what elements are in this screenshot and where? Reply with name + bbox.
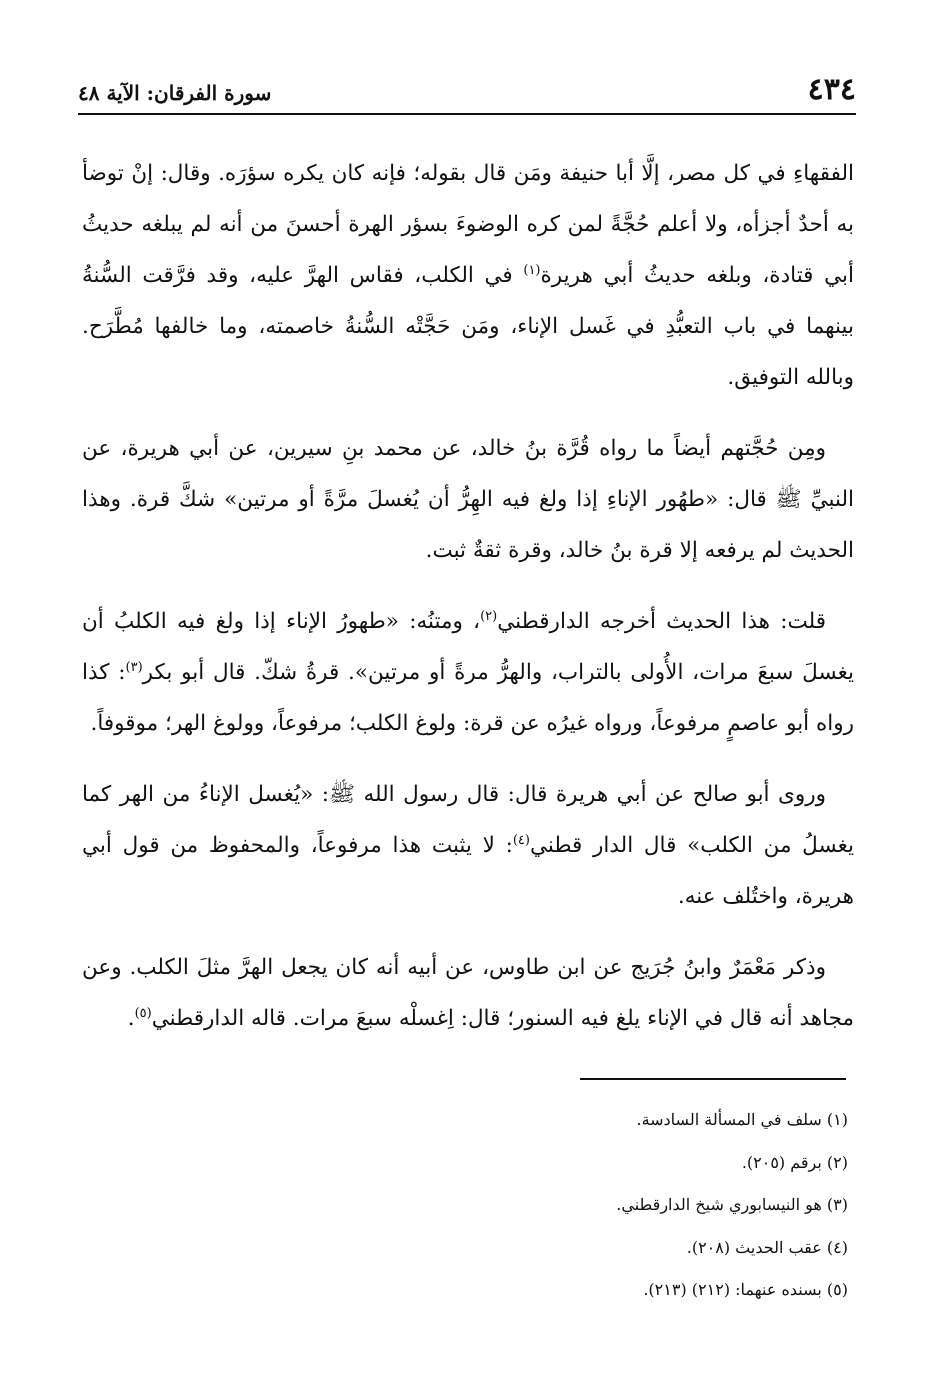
paragraph xyxy=(82,148,854,403)
paragraph xyxy=(82,769,854,922)
paragraph xyxy=(82,942,854,1044)
main-text xyxy=(82,148,854,1064)
text-run: الفقهاءِ في كل مصر، إلَّا أبا حنيفة ومَن قال بقوله؛ فإنه كان يكره سؤرَه. وقال: إنْ توضأ به أحدٌ أجزأه، ولا أعلم حُجَّةً لمن كره الوضوءَ بسؤر الهرة أحسنَ من أنه لم يبلغه حديثُ أبي قتادة، وبلغه حديثُ أبي هريرة xyxy=(82,161,854,288)
page-number: ٤٣٤ xyxy=(807,72,856,107)
text-run: قلت: هذا الحديث أخرجه الدارقطني xyxy=(497,609,826,634)
footnote-separator xyxy=(580,1078,846,1080)
text-run: . xyxy=(127,1006,135,1031)
footnote: (١) سلف في المسألة السادسة. xyxy=(636,1110,848,1129)
footnote-ref: (٤) xyxy=(512,832,530,848)
text-run: : كذا رواه أبو عاصمٍ مرفوعاً، ورواه غيرُه عن قرة: ولوغ الكلب؛ مرفوعاً، وولوغ الهر؛ موقوفاً. xyxy=(82,660,854,736)
text-run: : لا يثبت هذا مرفوعاً، والمحفوظ من قول أبي هريرة، واختُلف عنه. xyxy=(82,833,854,909)
footnote-ref: (٥) xyxy=(134,1005,152,1021)
header-rule xyxy=(78,113,856,115)
running-title: سورة الفرقان: الآية ٤٨ xyxy=(78,81,272,105)
footnote: (٣) هو النيسابوري شيخ الدارقطني. xyxy=(616,1195,848,1214)
footnotes xyxy=(82,1108,848,1321)
page-header xyxy=(78,68,856,108)
footnote-ref: (١) xyxy=(523,262,541,278)
footnote: (٤) عقب الحديث (٢٠٨). xyxy=(686,1237,848,1257)
paragraph xyxy=(82,423,854,576)
footnote-ref: (٢) xyxy=(480,608,498,624)
footnote: (٥) بسنده عنهما: (٢١٢) (٢١٣). xyxy=(643,1280,848,1299)
text-run: ومِن حُجَّتهم أيضاً ما رواه قُرَّة بنُ خالد، عن محمد بنِ سيرين، عن أبي هريرة، عن النبيِّ ﷺ قال: «طهُور الإناءِ إذا ولغ فيه الهِرُّ أن يُغسلَ مرَّةً أو مرتين» شكَّ قرة. وهذا الحديث لم يرفعه إلا قرة بنُ خالد، وقرة ثقةٌ ثبت. xyxy=(82,436,854,563)
text-run: ، ومتنُه: «طهورُ الإناء إذا ولغ فيه الكلبُ أن يغسلَ سبعَ مرات، الأُولى بالتراب، والهرُّ مرةً أو مرتين». قرةُ شكّ. قال أبو بكر xyxy=(82,609,854,685)
paragraph xyxy=(82,596,854,749)
text-run: وذكر مَعْمَرٌ وابنُ جُرَيج عن ابن طاوس، عن أبيه أنه كان يجعل الهرَّ مثلَ الكلب. وعن مجاهد أنه قال في الإناء يلغ فيه السنور؛ قال: اِغسلْه سبعَ مرات. قاله الدارقطني xyxy=(82,955,854,1031)
footnote-ref: (٣) xyxy=(125,659,143,675)
text-run: في الكلب، فقاس الهرَّ عليه، وقد فرَّقت السُّنةُ بينهما في باب التعبُّدِ في غَسل الإناء، ومَن حَجَّتْه السُّنةُ خاصمته، وما خالفها مُطَّرَح. وبالله التوفيق. xyxy=(82,263,854,390)
footnote: (٢) برقم (٢٠٥). xyxy=(741,1152,848,1172)
text-run: وروى أبو صالح عن أبي هريرة قال: قال رسول الله ﷺ: «يُغسل الإناءُ من الهر كما يغسلُ من الكلب» قال الدار قطني xyxy=(82,782,854,858)
